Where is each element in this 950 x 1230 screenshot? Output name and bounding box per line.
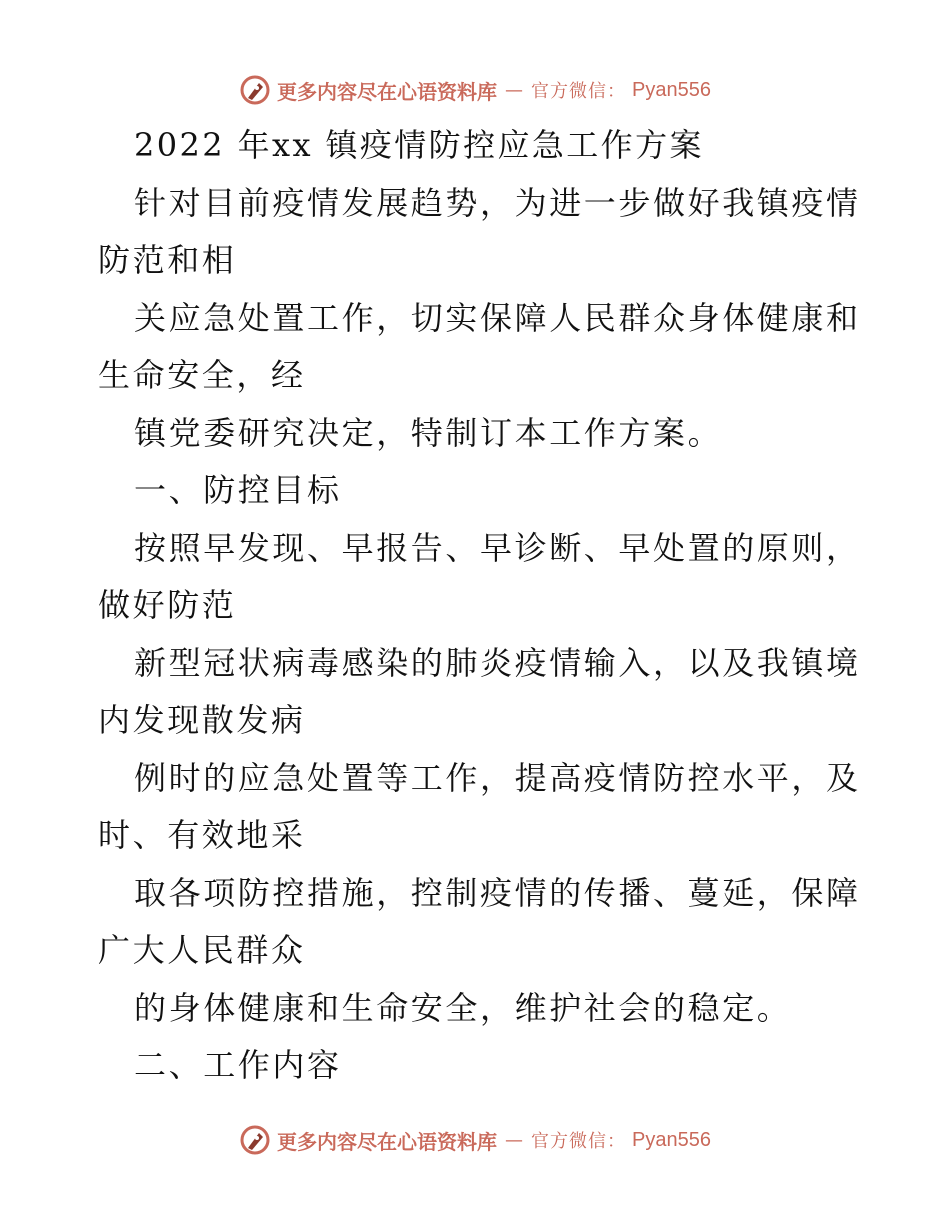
text-line: 新型冠状病毒感染的肺炎疫情输入，以及我镇境 [134, 643, 861, 682]
document-body [98, 117, 868, 1095]
text-line: 广大人民群众 [98, 931, 306, 969]
text-line: 针对目前疫情发展趋势，为进一步做好我镇疫情 [134, 183, 861, 222]
banner-sub-text: 官方微信： [531, 81, 627, 102]
text-line: 关应急处置工作，切实保障人民群众身体健康和 [134, 298, 861, 337]
section-heading: 二、工作内容 [134, 1046, 342, 1084]
banner-wechat-id: Pyan556 [632, 1128, 711, 1151]
document-title: 2022 年xx 镇疫情防控应急工作方案 [134, 126, 704, 164]
section-heading: 一、防控目标 [134, 471, 342, 509]
pen-nib-logo-icon [239, 1124, 271, 1156]
text-line: 内发现散发病 [98, 701, 306, 739]
text-line: 做好防范 [98, 586, 237, 624]
banner-sub-text: 官方微信： [531, 1131, 627, 1152]
banner-main-text: 更多内容尽在心语资料库 [277, 1129, 498, 1154]
footer-banner [0, 1120, 950, 1160]
text-line: 防范和相 [98, 241, 237, 279]
text-line: 的身体健康和生命安全，维护社会的稳定。 [134, 988, 792, 1027]
text-line: 按照早发现、早报告、早诊断、早处置的原则， [134, 528, 861, 567]
text-line: 时、有效地采 [98, 816, 306, 854]
text-line: 取各项防控措施，控制疫情的传播、蔓延，保障 [134, 873, 861, 912]
text-line: 镇党委研究决定，特制订本工作方案。 [134, 413, 723, 452]
banner-wechat-id: Pyan556 [632, 78, 711, 101]
banner-dash: — [505, 79, 524, 101]
pen-nib-logo-icon [239, 74, 271, 106]
text-line: 生命安全，经 [98, 356, 306, 394]
banner-main-text: 更多内容尽在心语资料库 [277, 79, 498, 104]
text-line: 例时的应急处置等工作，提高疫情防控水平，及 [134, 758, 861, 797]
header-banner [0, 70, 950, 110]
banner-dash: — [505, 1129, 524, 1151]
